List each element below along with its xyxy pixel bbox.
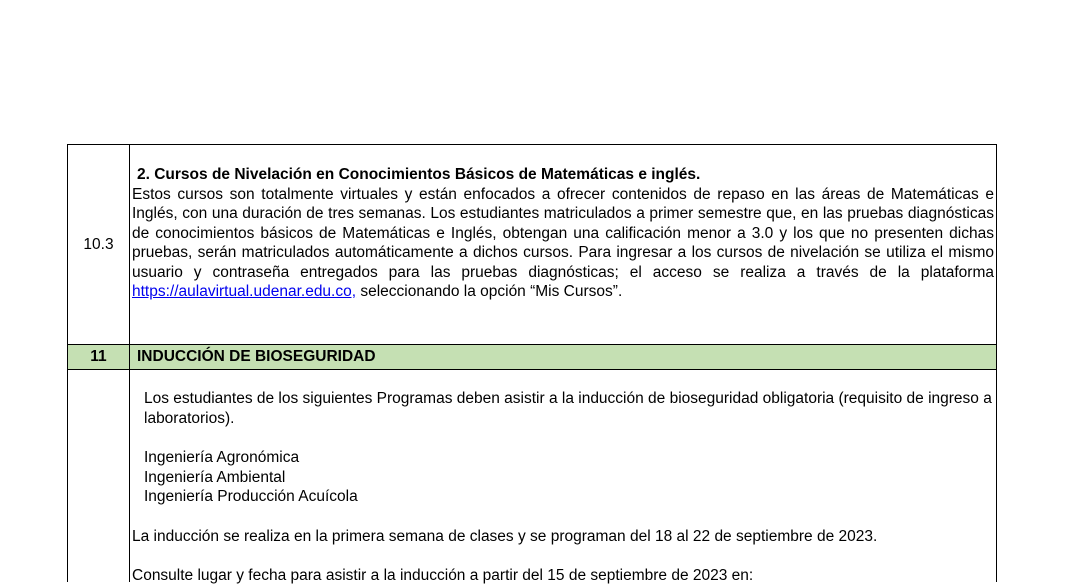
consult-paragraph: Consulte lugar y fecha para asistir a la inducción a partir del 15 de septiembre de 2023 en: bbox=[132, 567, 754, 584]
schedule-paragraph: La inducción se realiza en la primera semana de clases y se programan del 18 al 22 de septiembre de 2023. bbox=[132, 527, 878, 545]
section-content bbox=[130, 370, 996, 582]
subsection-title: 2. Cursos de Nivelación en Conocimientos Básicos de Matemáticas e inglés. bbox=[137, 166, 701, 183]
section-number-empty bbox=[68, 370, 130, 582]
program-item: Ingeniería Producción Acuícola bbox=[144, 488, 358, 505]
section-content bbox=[130, 145, 996, 344]
table-row bbox=[68, 145, 996, 345]
paragraph-text-end: seleccionando la opción “Mis Cursos”. bbox=[356, 283, 623, 300]
aulavirtual-link[interactable]: https://aulavirtual.udenar.edu.co, bbox=[132, 283, 357, 300]
program-item: Ingeniería Agronómica bbox=[144, 449, 300, 466]
intro-paragraph: Los estudiantes de los siguientes Programas deben asistir a la inducción de bioseguridad obligatoria (requisito de ingreso a laboratorios). bbox=[144, 390, 992, 427]
section-number: 11 bbox=[68, 345, 130, 369]
section-header-row bbox=[68, 345, 996, 370]
section-title: INDUCCIÓN DE BIOSEGURIDAD bbox=[137, 348, 376, 365]
program-item: Ingeniería Ambiental bbox=[144, 468, 286, 486]
paragraph-text: Estos cursos son totalmente virtuales y están enfocados a ofrecer contenidos de repaso en las áreas de Matemáticas e Inglés, con una duración de tres semanas. Los estudiantes matriculados a primer semestre que, en las pruebas diagnósticas de conocimientos básicos de Matemáticas e Inglés, obtengan una calificación menor a 3.0 y los que no presenten dichas pruebas, serán matriculados automáticamente a dichos cursos. Para ingresar a los cursos de nivelación se utiliza el mismo usuario y contraseña entregados para las pruebas diagnósticas; el acceso se realiza a través de la plataforma bbox=[132, 185, 994, 281]
table-row bbox=[68, 370, 996, 582]
document-table bbox=[67, 144, 997, 582]
section-number: 10.3 bbox=[68, 145, 130, 344]
section-paragraph bbox=[132, 185, 994, 302]
